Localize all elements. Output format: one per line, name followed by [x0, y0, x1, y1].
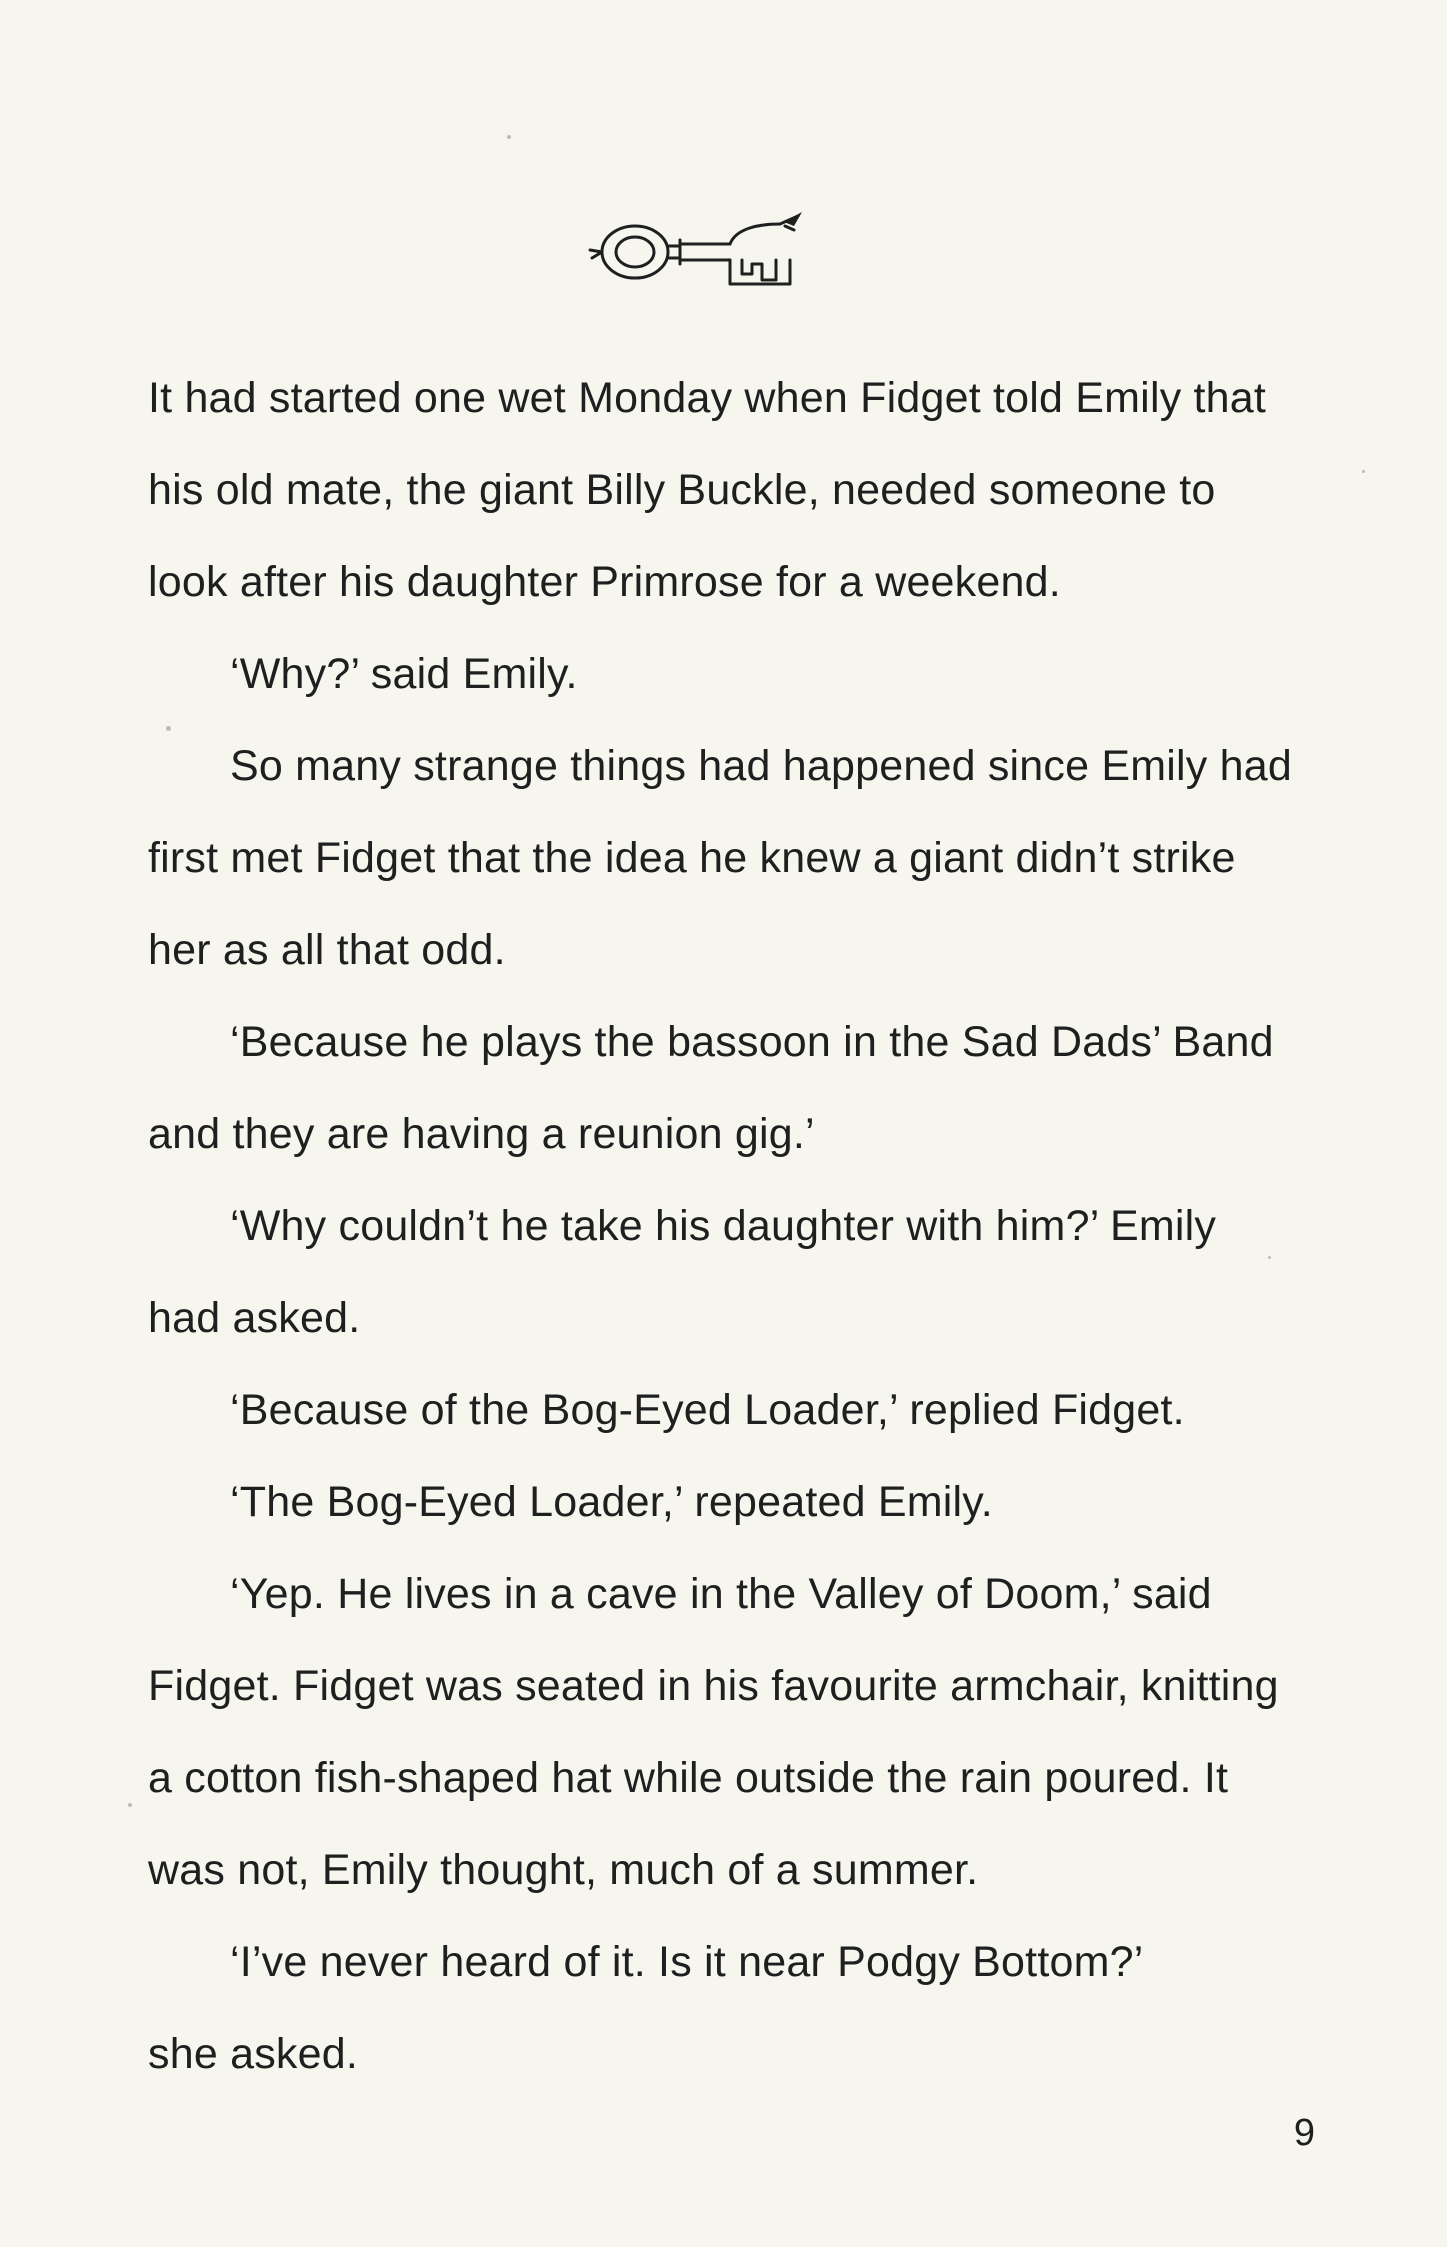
paper-speck [166, 726, 171, 731]
text-line: Fidget. Fidget was seated in his favourite armchair, knitting [148, 1662, 1279, 1710]
text-line: ‘Why?’ said Emily. [230, 650, 578, 698]
text-line: ‘Because of the Bog-Eyed Loader,’ replied Fidget. [230, 1386, 1185, 1434]
text-line: a cotton fish-shaped hat while outside the rain poured. It [148, 1754, 1229, 1802]
text-line: was not, Emily thought, much of a summer. [148, 1846, 979, 1894]
text-line: ‘I’ve never heard of it. Is it near Podgy Bottom?’ [230, 1938, 1144, 1986]
text-line: ‘Because he plays the bassoon in the Sad Dads’ Band [230, 1018, 1274, 1066]
text-line: look after his daughter Primrose for a weekend. [148, 558, 1061, 606]
text-line: ‘Why couldn’t he take his daughter with him?’ Emily [230, 1202, 1217, 1250]
text-line: first met Fidget that the idea he knew a giant didn’t strike [148, 834, 1236, 882]
text-line: ‘Yep. He lives in a cave in the Valley of Doom,’ said [230, 1570, 1212, 1618]
page-number: 9 [1293, 2112, 1315, 2154]
paper-speck [1362, 470, 1365, 473]
body-text [148, 352, 1328, 2100]
text-line: It had started one wet Monday when Fidget told Emily that [148, 374, 1267, 422]
text-line: her as all that odd. [148, 926, 506, 974]
text-line: and they are having a reunion gig.’ [148, 1110, 815, 1158]
text-line: she asked. [148, 2030, 358, 2078]
key-icon [580, 200, 805, 310]
text-line: So many strange things had happened since Emily had [230, 742, 1292, 790]
text-line: his old mate, the giant Billy Buckle, needed someone to [148, 466, 1216, 514]
paper-speck [128, 1803, 132, 1807]
paper-speck [507, 135, 511, 139]
paper-speck [1268, 1256, 1271, 1259]
text-line: had asked. [148, 1294, 361, 1342]
text-line: ‘The Bog-Eyed Loader,’ repeated Emily. [230, 1478, 993, 1526]
